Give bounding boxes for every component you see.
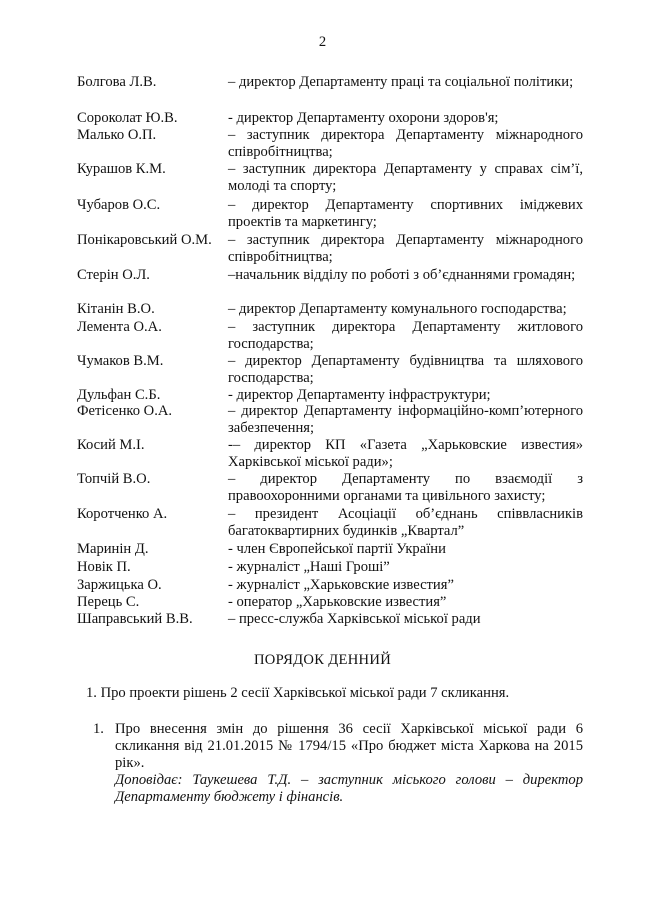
attendee-row xyxy=(77,577,587,594)
attendee-row xyxy=(77,437,587,471)
attendee-role: – директор Департаменту будівництва та шляхового господарства; xyxy=(228,353,583,386)
attendee-row xyxy=(77,541,587,559)
attendee-row xyxy=(77,232,587,267)
attendee-name: Кітанін В.О. xyxy=(77,301,155,317)
attendee-row xyxy=(77,559,587,577)
attendee-row xyxy=(77,387,587,403)
attendee-role: – директор Департаменту по взаємодії з правоохоронними органами та цивільного захисту; xyxy=(228,471,583,504)
attendee-name: Чубаров О.С. xyxy=(77,197,161,213)
attendee-row xyxy=(77,611,587,628)
attendee-role: - журналіст „Харьковские известия” xyxy=(228,577,454,593)
attendee-name: Маринін Д. xyxy=(77,541,149,557)
attendee-row xyxy=(77,197,587,232)
attendee-role: – заступник директора Департаменту міжнародного співробітництва; xyxy=(228,232,583,265)
page-number: 2 xyxy=(318,34,327,50)
attendee-role: – президент Асоціації об’єднань співвласників багатоквартирних будинків „Квартал” xyxy=(228,506,583,539)
attendee-row xyxy=(77,161,587,197)
sub-item-reporter: Доповідає: Таукешева Т.Д. – заступник міського голови – директор Департаменту бюджету і фінансів. xyxy=(115,772,583,805)
attendee-role: – директор Департаменту праці та соціальної політики; xyxy=(228,74,574,90)
attendee-row xyxy=(77,471,587,506)
attendee-name: Чумаков В.М. xyxy=(77,353,164,369)
agenda-item: 1. Про проекти рішень 2 сесії Харківської міської ради 7 скликання. xyxy=(86,685,510,701)
attendee-role: – заступник директора Департаменту міжнародного співробітництва; xyxy=(228,127,583,160)
attendee-name: Лемента О.А. xyxy=(77,319,162,335)
attendee-row xyxy=(77,74,587,110)
attendee-name: Фетісенко О.А. xyxy=(77,403,173,419)
agenda-heading: ПОРЯДОК ДЕННИЙ xyxy=(253,652,392,668)
attendee-role: - журналіст „Наші Гроші” xyxy=(228,559,390,575)
attendee-row xyxy=(77,301,587,319)
attendee-row xyxy=(77,319,587,353)
sub-item-number: 1. xyxy=(93,721,104,737)
attendee-role: - оператор „Харьковские известия” xyxy=(228,594,447,610)
attendee-name: Заржицька О. xyxy=(77,577,162,593)
attendee-name: Шаправський В.В. xyxy=(77,611,193,627)
attendee-role: - директор Департаменту охорони здоров'я; xyxy=(228,110,499,126)
attendee-role: – заступник директора Департаменту житлового господарства; xyxy=(228,319,583,352)
attendee-role: -– директор КП «Газета „Харьковские известия» Харківської міської ради»; xyxy=(228,437,583,470)
attendee-name: Дульфан С.Б. xyxy=(77,387,161,403)
attendee-role: – директор Департаменту комунального господарства; xyxy=(228,301,567,317)
attendee-name: Курашов К.М. xyxy=(77,161,166,177)
attendee-role: - член Європейської партії України xyxy=(228,541,446,557)
attendee-name: Болгова Л.В. xyxy=(77,74,157,90)
attendee-row xyxy=(77,403,587,437)
attendee-row xyxy=(77,110,587,127)
attendee-name: Перець С. xyxy=(77,594,140,610)
attendee-role: – директор Департаменту спортивних іміджевих проектів та маркетингу; xyxy=(228,197,583,230)
attendee-name: Понікаровський О.М. xyxy=(77,232,212,248)
attendee-list xyxy=(77,74,587,628)
attendee-name: Малько О.П. xyxy=(77,127,157,143)
attendee-role: – директор Департаменту інформаційно-комп’ютерного забезпечення; xyxy=(228,403,583,436)
attendee-name: Новік П. xyxy=(77,559,131,575)
attendee-row xyxy=(77,353,587,387)
attendee-role: –начальник відділу по роботі з об’єднаннями громадян; xyxy=(228,267,576,283)
attendee-name: Коротченко А. xyxy=(77,506,168,522)
attendee-name: Стерін О.Л. xyxy=(77,267,150,283)
attendee-role: - директор Департаменту інфраструктури; xyxy=(228,387,491,403)
sub-item-body xyxy=(115,721,583,806)
attendee-role: – заступник директора Департаменту у справах сім’ї, молоді та спорту; xyxy=(228,161,583,194)
attendee-row xyxy=(77,127,587,161)
attendee-name: Косий М.І. xyxy=(77,437,145,453)
attendee-name: Сороколат Ю.В. xyxy=(77,110,178,126)
attendee-row xyxy=(77,594,587,611)
agenda-sub-item xyxy=(93,721,583,806)
sub-item-text: Про внесення змін до рішення 36 сесії Харківської міської ради 6 скликання від 21.01.2015 № 1794/15 «Про бюджет міста Харкова на 2015 рік». xyxy=(115,721,583,771)
attendee-row xyxy=(77,267,587,301)
attendee-role: – пресс-cлужба Харківської міської ради xyxy=(228,611,481,627)
attendee-name: Топчій В.О. xyxy=(77,471,151,487)
attendee-row xyxy=(77,506,587,541)
